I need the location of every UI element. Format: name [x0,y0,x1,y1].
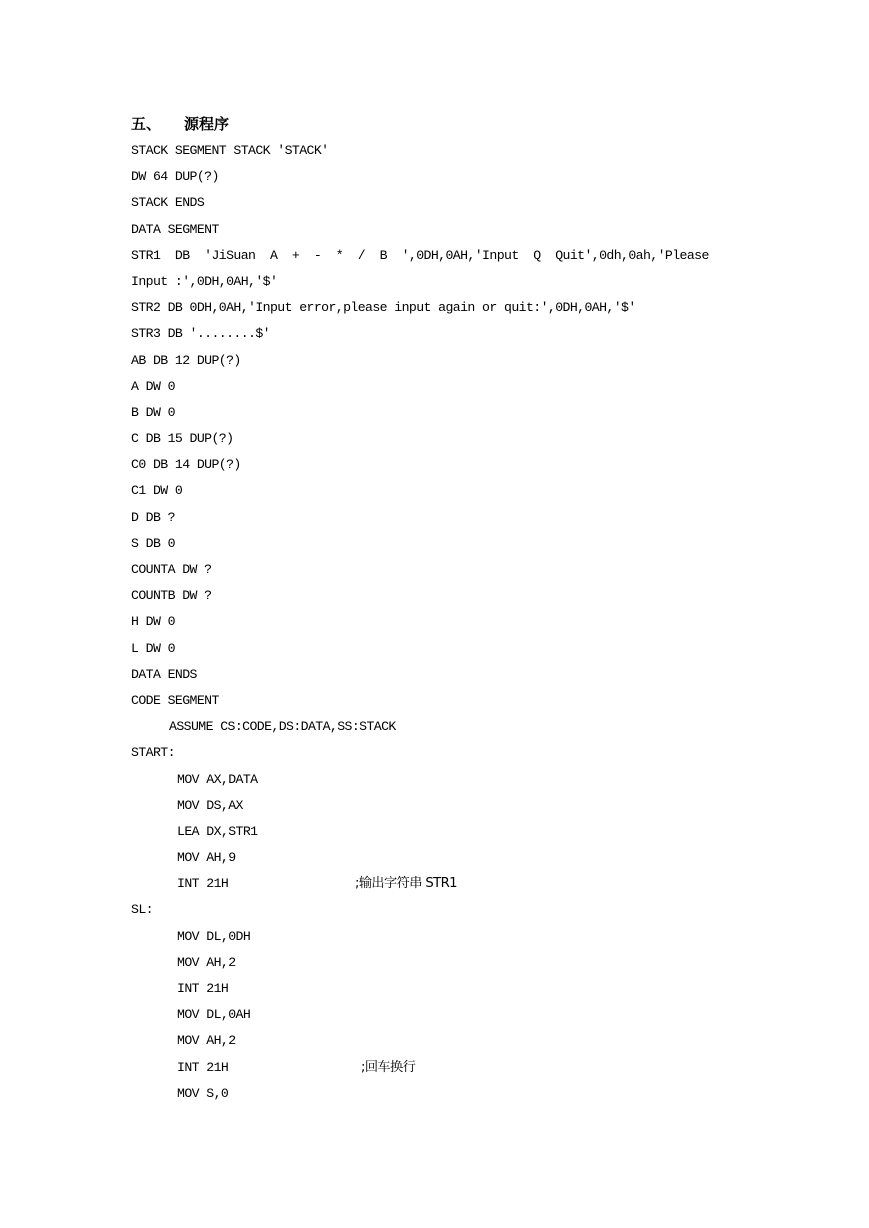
code-line: D DB ? [131,509,175,525]
code-line: A DW 0 [131,378,175,394]
code-line: STR2 DB 0DH,0AH,'Input error,please input again or quit:',0DH,0AH,'$' [131,300,636,316]
section-number: 五、 [131,115,162,133]
code-line: MOV AH,2 [177,954,236,970]
code-line: CODE SEGMENT [131,692,219,708]
code-line: SL: [131,902,153,918]
code-line: C DB 15 DUP(?) [131,431,234,447]
code-line: STR3 DB '........$' [131,326,270,342]
code-line: INT 21H [177,981,229,996]
code-line: MOV AH,2 [177,1033,236,1049]
code-line: START: [131,745,175,761]
code-line: STR1 DB 'JiSuan A + - * / B ',0DH,0AH,'Input Q Quit',0dh,0ah,'Please [131,247,709,263]
code-line: C1 DW 0 [131,483,183,499]
code-line: ASSUME CS:CODE,DS:DATA,SS:STACK [169,719,396,735]
code-line [131,871,831,897]
code-line: MOV AX,DATA [177,771,258,787]
code-line: DATA ENDS [131,666,197,682]
code-instruction: INT 21H [177,876,229,892]
code-line: COUNTA DW ? [131,562,212,577]
code-line: B DW 0 [131,404,175,420]
code-line: DW 64 DUP(?) [131,169,219,185]
code-line: MOV DL,0AH [177,1007,251,1023]
code-line: S DB 0 [131,535,175,551]
code-line: STACK ENDS [131,195,205,211]
code-line: MOV AH,9 [177,850,236,866]
code-line: LEA DX,STR1 [177,823,258,839]
code-instruction: INT 21H [177,1059,229,1075]
source-code-listing [131,138,831,1107]
code-line: MOV DS,AX [177,797,243,813]
code-line: MOV S,0 [177,1085,229,1101]
code-line: H DW 0 [131,614,175,630]
section-title: 源程序 [184,115,230,133]
code-line: COUNTB DW ? [131,588,212,604]
section-heading [131,113,229,134]
code-line: DATA SEGMENT [131,221,219,237]
code-line: AB DB 12 DUP(?) [131,352,241,368]
code-line: L DW 0 [131,640,175,656]
code-comment: ;回车换行 [361,1059,416,1075]
code-comment: ;输出字符串 STR1 [355,876,457,892]
code-line: C0 DB 14 DUP(?) [131,457,241,473]
code-line [131,1055,831,1081]
code-line: STACK SEGMENT STACK 'STACK' [131,143,329,158]
code-line: Input :',0DH,0AH,'$' [131,273,278,289]
code-line: MOV DL,0DH [177,928,251,944]
